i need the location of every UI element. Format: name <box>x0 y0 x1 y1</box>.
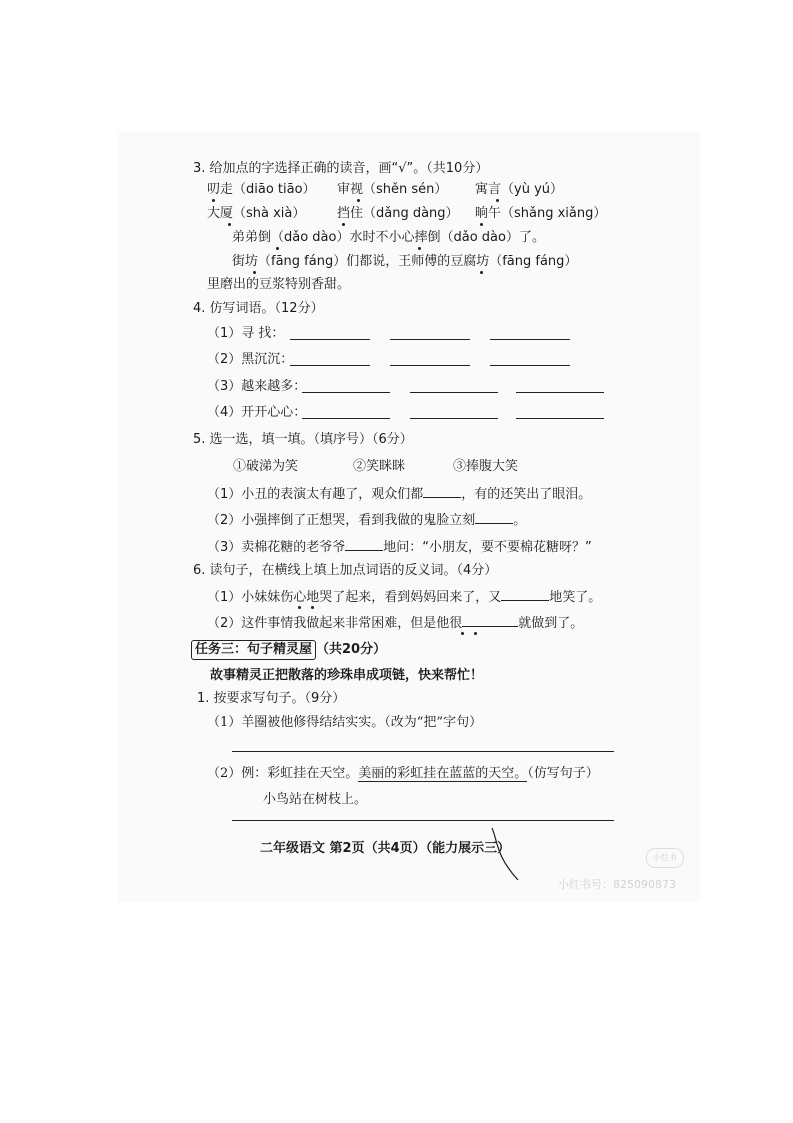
q3-sentence-2-cont: 里磨出的豆浆特别香甜。 <box>207 277 351 292</box>
q3-item-6: 晌午（shǎng xiǎng） <box>475 206 607 221</box>
page-footer: 二年级语文 第2页（共4页）（能力展示三） <box>260 841 511 856</box>
emphasis-dot <box>298 606 301 609</box>
example-sentence: 美丽的彩虹挂在蓝蓝的天空。 <box>358 766 528 781</box>
q4-item-2: （2）黑沉沉： <box>207 352 294 367</box>
q5-sentence-3: （3）卖棉花糖的老爷爷 地问：“小朋友，要不要棉花糖呀？” <box>207 540 592 555</box>
emphasis-dot <box>228 223 231 226</box>
watermark-logo: 小红书 <box>646 848 684 868</box>
emphasis-dot <box>480 271 483 274</box>
q6-sentence-1: （1）小妹妹伤心地哭了起来，看到妈妈回来了，又 地笑了。 <box>207 590 602 605</box>
answer-blank[interactable] <box>501 588 549 601</box>
q5-option-3: ③捧腹大笑 <box>453 459 519 474</box>
q3-item-1: 叨走（diāo tiāo） <box>207 182 316 197</box>
answer-blank[interactable] <box>423 485 461 498</box>
task3-q1-title: 1. 按要求写句子。（9分） <box>197 691 346 706</box>
q6-sentence-2: （2）这件事情我做起来非常困难，但是他很 就做到了。 <box>207 616 584 631</box>
task3-q1-part1: （1）羊圈被他修得结结实实。（改为“把”字句） <box>207 715 483 730</box>
answer-blank[interactable] <box>516 418 604 419</box>
answer-blank[interactable] <box>390 339 470 340</box>
q3-item-5: 挡住（dǎng dàng） <box>337 206 459 221</box>
q3-item-2: 审视（shěn sén） <box>337 182 448 197</box>
emphasis-dot <box>212 199 215 202</box>
task3-label: 任务三：句子精灵屋 <box>191 640 316 660</box>
q5-title: 5. 选一选，填一填。（填序号）（6分） <box>193 432 413 447</box>
q4-title: 4. 仿写词语。（12分） <box>193 301 324 316</box>
q5-option-1: ①破涕为笑 <box>233 459 299 474</box>
answer-blank[interactable] <box>345 538 383 551</box>
q4-item-1: （1）寻 找： <box>207 326 285 341</box>
watermark-text: 小红书号：825090873 <box>558 878 676 891</box>
q5-sentence-2: （2）小强摔倒了正想哭，看到我做的鬼脸立刻 。 <box>207 513 527 528</box>
q3-sentence-1: 弟弟倒（dǎo dào）水时不小心摔倒（dǎo dào）了。 <box>232 230 545 245</box>
task3-intro: 故事精灵正把散落的珍珠串成项链，快来帮忙！ <box>210 668 484 683</box>
q5-sentence-1: （1）小丑的表演太有趣了，观众们都 ，有的还笑出了眼泪。 <box>207 487 592 502</box>
answer-blank[interactable] <box>290 339 370 340</box>
emphasis-dot <box>276 247 279 250</box>
emphasis-dot <box>342 223 345 226</box>
answer-blank[interactable] <box>475 511 513 524</box>
task3-points: （共20分） <box>316 642 387 657</box>
q3-item-4: 大厦（shà xià） <box>207 206 306 221</box>
answer-blank[interactable] <box>490 365 570 366</box>
answer-line[interactable] <box>232 751 614 752</box>
q4-item-3: （3）越来越多： <box>207 379 307 394</box>
answer-blank[interactable] <box>390 365 470 366</box>
q6-title: 6. 读句子，在横线上填上加点词语的反义词。（4分） <box>193 563 498 578</box>
answer-blank[interactable] <box>410 392 498 393</box>
q4-item-4: （4）开开心心： <box>207 405 307 420</box>
emphasis-dot <box>496 199 499 202</box>
task3-header <box>191 640 386 660</box>
q3-title: 3. 给加点的字选择正确的读音，画“√”。（共10分） <box>193 161 489 176</box>
answer-blank[interactable] <box>516 392 604 393</box>
q3-item-3: 寓言（yù yú） <box>475 182 563 197</box>
answer-blank[interactable] <box>462 614 518 627</box>
answer-blank[interactable] <box>302 418 390 419</box>
answer-blank[interactable] <box>410 418 498 419</box>
pen-mark <box>488 826 522 882</box>
answer-blank[interactable] <box>290 365 370 366</box>
emphasis-dot <box>480 223 483 226</box>
answer-blank[interactable] <box>490 339 570 340</box>
emphasis-dot <box>311 606 314 609</box>
q3-sentence-2: 街坊（fāng fáng）们都说，王师傅的豆腐坊（fāng fáng） <box>232 254 578 269</box>
task3-q1-part2: （2）例：彩虹挂在天空。美丽的彩虹挂在蓝蓝的天空。（仿写句子） <box>207 766 599 781</box>
answer-blank[interactable] <box>302 392 390 393</box>
task3-q1-given: 小鸟站在树枝上。 <box>263 792 368 807</box>
emphasis-dot <box>474 632 477 635</box>
emphasis-dot <box>461 632 464 635</box>
emphasis-dot <box>253 271 256 274</box>
answer-line[interactable] <box>232 820 614 821</box>
emphasis-dot <box>418 247 421 250</box>
q5-option-2: ②笑眯眯 <box>353 459 406 474</box>
emphasis-dot <box>357 199 360 202</box>
